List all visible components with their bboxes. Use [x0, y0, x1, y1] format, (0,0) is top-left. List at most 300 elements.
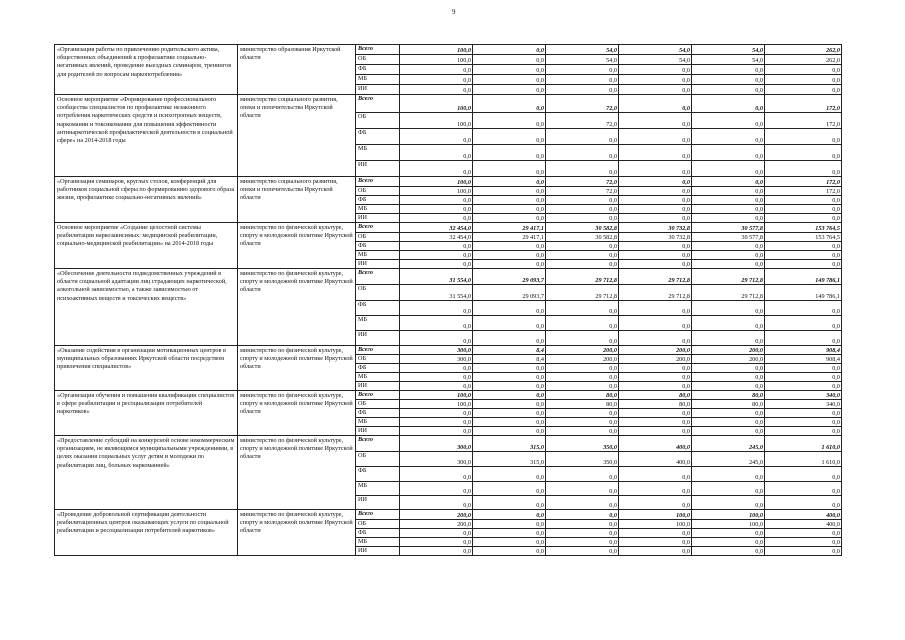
year-value-cell: 200,0: [692, 355, 765, 364]
funding-source-cell: МБ: [356, 316, 400, 331]
year-value-cell: 315,0: [473, 436, 546, 452]
total-value-cell: 0,0: [765, 382, 842, 391]
year-value-cell: 72,0: [546, 177, 619, 187]
table-row: [55, 510, 842, 520]
year-value-cell: 29 093,7: [473, 269, 546, 285]
activity-description: Основное мероприятие «Создание целостной системы реабилитации наркозависимых: медицинской реабилитации, социально-медицинской реабилитации» на 2014-2018 годы: [55, 223, 238, 269]
funding-source-cell: Всего: [356, 436, 400, 452]
year-value-cell: 0,0: [692, 482, 765, 496]
year-value-cell: 0,0: [546, 482, 619, 496]
year-value-cell: 0,0: [692, 251, 765, 260]
year-value-cell: 0,0: [400, 418, 473, 427]
year-value-cell: 0,0: [619, 418, 692, 427]
year-value-cell: 0,0: [546, 75, 619, 85]
page-number: 9: [452, 8, 456, 16]
executor-cell: министерство по физической культуре, спорту и молодежной политике Иркутской области: [238, 269, 356, 346]
year-value-cell: 0,0: [619, 427, 692, 436]
year-value-cell: 0,0: [400, 65, 473, 75]
year-value-cell: 200,0: [400, 510, 473, 520]
year-value-cell: 100,0: [619, 520, 692, 529]
table-row: [55, 45, 842, 55]
year-value-cell: 0,0: [546, 260, 619, 269]
year-value-cell: 0,0: [546, 467, 619, 482]
year-value-cell: 245,0: [692, 436, 765, 452]
year-value-cell: 80,0: [692, 391, 765, 400]
funding-source-cell: МБ: [356, 75, 400, 85]
total-value-cell: 149 786,1: [765, 285, 842, 301]
table-row: [55, 177, 842, 187]
funding-source-cell: ФБ: [356, 301, 400, 316]
year-value-cell: 0,0: [473, 391, 546, 400]
executor-cell: министерство по физической культуре, спорту и молодежной политике Иркутской области: [238, 436, 356, 510]
year-value-cell: 8,4: [473, 355, 546, 364]
year-value-cell: 0,0: [619, 482, 692, 496]
funding-source-cell: ФБ: [356, 196, 400, 205]
year-value-cell: 0,0: [619, 382, 692, 391]
year-value-cell: 0,0: [692, 496, 765, 510]
year-value-cell: 0,0: [473, 538, 546, 547]
year-value-cell: 0,0: [473, 382, 546, 391]
funding-source-cell: ОБ: [356, 113, 400, 129]
total-value-cell: 0,0: [765, 427, 842, 436]
year-value-cell: 0,0: [473, 400, 546, 409]
year-value-cell: 0,0: [619, 95, 692, 113]
year-value-cell: 0,0: [400, 373, 473, 382]
total-value-cell: 0,0: [765, 316, 842, 331]
year-value-cell: 0,0: [473, 510, 546, 520]
year-value-cell: 30 732,8: [619, 223, 692, 233]
year-value-cell: 31 554,0: [400, 269, 473, 285]
year-value-cell: 29 712,8: [546, 269, 619, 285]
year-value-cell: 29 712,8: [692, 269, 765, 285]
total-value-cell: 172,0: [765, 187, 842, 196]
funding-source-cell: ОБ: [356, 285, 400, 301]
year-value-cell: 0,0: [473, 113, 546, 129]
year-value-cell: 0,0: [546, 364, 619, 373]
year-value-cell: 0,0: [692, 467, 765, 482]
year-value-cell: 0,0: [473, 364, 546, 373]
year-value-cell: 200,0: [546, 355, 619, 364]
activity-description: «Организация обучения и повышения квалификации специалистов в сфере реабилитации и ресоциализации потребителей наркотиков»: [55, 391, 238, 436]
year-value-cell: 0,0: [546, 510, 619, 520]
year-value-cell: 0,0: [619, 260, 692, 269]
year-value-cell: 0,0: [546, 129, 619, 145]
year-value-cell: 0,0: [692, 418, 765, 427]
table-row: [55, 391, 842, 400]
year-value-cell: 0,0: [546, 145, 619, 161]
total-value-cell: 0,0: [765, 260, 842, 269]
year-value-cell: 0,0: [546, 301, 619, 316]
year-value-cell: 350,0: [546, 436, 619, 452]
year-value-cell: 0,0: [692, 161, 765, 177]
year-value-cell: 0,0: [473, 145, 546, 161]
funding-source-cell: ИИ: [356, 161, 400, 177]
year-value-cell: 0,0: [400, 316, 473, 331]
year-value-cell: 0,0: [473, 409, 546, 418]
activity-description: «Проведение добровольной сертификации деятельности реабилитационных центров оказывающих услуги по социальной реабилитации и ресоциализации потребителей наркотиков»: [55, 510, 238, 556]
funding-source-cell: ОБ: [356, 233, 400, 242]
funding-source-cell: ИИ: [356, 214, 400, 223]
year-value-cell: 29 093,7: [473, 285, 546, 301]
budget-table-body: [55, 45, 842, 556]
year-value-cell: 29 712,8: [619, 285, 692, 301]
year-value-cell: 0,0: [692, 129, 765, 145]
year-value-cell: 100,0: [692, 520, 765, 529]
funding-source-cell: ФБ: [356, 65, 400, 75]
year-value-cell: 54,0: [692, 45, 765, 55]
year-value-cell: 0,0: [400, 301, 473, 316]
year-value-cell: 0,0: [400, 496, 473, 510]
funding-source-cell: ИИ: [356, 496, 400, 510]
year-value-cell: 0,0: [473, 427, 546, 436]
year-value-cell: 0,0: [546, 538, 619, 547]
year-value-cell: 54,0: [692, 55, 765, 65]
year-value-cell: 0,0: [692, 145, 765, 161]
year-value-cell: 0,0: [473, 467, 546, 482]
year-value-cell: 0,0: [473, 161, 546, 177]
year-value-cell: 29 712,8: [692, 285, 765, 301]
year-value-cell: 0,0: [619, 129, 692, 145]
total-value-cell: 908,4: [765, 346, 842, 355]
total-value-cell: 0,0: [765, 214, 842, 223]
year-value-cell: 0,0: [619, 409, 692, 418]
budget-table: [54, 44, 842, 556]
total-value-cell: 0,0: [765, 496, 842, 510]
funding-source-cell: МБ: [356, 145, 400, 161]
year-value-cell: 0,0: [400, 85, 473, 95]
year-value-cell: 0,0: [619, 85, 692, 95]
funding-source-cell: МБ: [356, 538, 400, 547]
total-value-cell: 0,0: [765, 418, 842, 427]
year-value-cell: 29 417,1: [473, 233, 546, 242]
year-value-cell: 0,0: [400, 196, 473, 205]
year-value-cell: 0,0: [473, 301, 546, 316]
year-value-cell: 0,0: [400, 547, 473, 556]
year-value-cell: 0,0: [619, 161, 692, 177]
year-value-cell: 54,0: [546, 55, 619, 65]
year-value-cell: 0,0: [400, 214, 473, 223]
year-value-cell: 29 712,8: [546, 285, 619, 301]
total-value-cell: 149 786,1: [765, 269, 842, 285]
year-value-cell: 0,0: [619, 496, 692, 510]
year-value-cell: 0,0: [400, 409, 473, 418]
year-value-cell: 0,0: [692, 364, 765, 373]
year-value-cell: 0,0: [473, 260, 546, 269]
total-value-cell: 0,0: [765, 373, 842, 382]
year-value-cell: 0,0: [546, 251, 619, 260]
funding-source-cell: ИИ: [356, 427, 400, 436]
funding-source-cell: Всего: [356, 269, 400, 285]
year-value-cell: 0,0: [546, 65, 619, 75]
year-value-cell: 0,0: [619, 214, 692, 223]
year-value-cell: 200,0: [546, 346, 619, 355]
year-value-cell: 0,0: [473, 496, 546, 510]
year-value-cell: 0,0: [546, 85, 619, 95]
year-value-cell: 0,0: [400, 482, 473, 496]
year-value-cell: 80,0: [619, 391, 692, 400]
funding-source-cell: Всего: [356, 346, 400, 355]
year-value-cell: 0,0: [473, 529, 546, 538]
year-value-cell: 0,0: [400, 467, 473, 482]
year-value-cell: 72,0: [546, 187, 619, 196]
executor-cell: министерство социального развития, опеки и попечительства Иркутской области: [238, 95, 356, 177]
funding-source-cell: Всего: [356, 391, 400, 400]
year-value-cell: 0,0: [400, 251, 473, 260]
year-value-cell: 0,0: [400, 382, 473, 391]
funding-source-cell: ОБ: [356, 520, 400, 529]
total-value-cell: 0,0: [765, 538, 842, 547]
total-value-cell: 400,0: [765, 520, 842, 529]
total-value-cell: 262,0: [765, 55, 842, 65]
year-value-cell: 54,0: [619, 45, 692, 55]
year-value-cell: 0,0: [692, 373, 765, 382]
year-value-cell: 0,0: [473, 75, 546, 85]
year-value-cell: 300,0: [400, 355, 473, 364]
total-value-cell: 0,0: [765, 364, 842, 373]
activity-description: «Предоставление субсидий на конкурсной основе некоммерческим организациям, не являющимся муниципальными учреждениями, в целях оказания социальных услуг детям и молодежи по реабилитации лиц, больных наркоманией»: [55, 436, 238, 510]
funding-source-cell: ОБ: [356, 355, 400, 364]
year-value-cell: 200,0: [692, 346, 765, 355]
year-value-cell: 200,0: [619, 346, 692, 355]
total-value-cell: 340,0: [765, 391, 842, 400]
year-value-cell: 0,0: [546, 520, 619, 529]
year-value-cell: 30 582,8: [546, 223, 619, 233]
year-value-cell: 0,0: [473, 373, 546, 382]
table-row: [55, 436, 842, 452]
year-value-cell: 100,0: [400, 55, 473, 65]
funding-source-cell: ИИ: [356, 547, 400, 556]
executor-cell: министерство по физической культуре, спорту и молодежной политике Иркутской области: [238, 223, 356, 269]
year-value-cell: 0,0: [400, 129, 473, 145]
executor-cell: министерство по физической культуре, спорту и молодежной политике Иркутской области: [238, 510, 356, 556]
year-value-cell: 31 554,0: [400, 285, 473, 301]
total-value-cell: 0,0: [765, 331, 842, 346]
year-value-cell: 8,4: [473, 346, 546, 355]
table-row: [55, 95, 842, 113]
year-value-cell: 0,0: [692, 316, 765, 331]
year-value-cell: 0,0: [473, 520, 546, 529]
year-value-cell: 0,0: [473, 205, 546, 214]
year-value-cell: 100,0: [692, 510, 765, 520]
year-value-cell: 350,0: [546, 452, 619, 467]
year-value-cell: 0,0: [473, 187, 546, 196]
year-value-cell: 0,0: [546, 418, 619, 427]
year-value-cell: 72,0: [546, 95, 619, 113]
total-value-cell: 0,0: [765, 161, 842, 177]
funding-source-cell: МБ: [356, 418, 400, 427]
total-value-cell: 0,0: [765, 482, 842, 496]
year-value-cell: 0,0: [473, 85, 546, 95]
year-value-cell: 72,0: [546, 113, 619, 129]
year-value-cell: 0,0: [400, 529, 473, 538]
year-value-cell: 0,0: [400, 161, 473, 177]
year-value-cell: 300,0: [400, 452, 473, 467]
total-value-cell: 0,0: [765, 529, 842, 538]
total-value-cell: 0,0: [765, 242, 842, 251]
year-value-cell: 0,0: [400, 75, 473, 85]
year-value-cell: 100,0: [400, 391, 473, 400]
funding-source-cell: Всего: [356, 45, 400, 55]
total-value-cell: 172,0: [765, 177, 842, 187]
year-value-cell: 0,0: [692, 529, 765, 538]
funding-source-cell: ОБ: [356, 187, 400, 196]
funding-source-cell: ИИ: [356, 85, 400, 95]
total-value-cell: 0,0: [765, 251, 842, 260]
funding-source-cell: МБ: [356, 373, 400, 382]
activity-description: «Организация работы по привлечению родительского актива, общественных объединений к профилактике социально-негативных явлений, проведение выездных семинаров, тренингов для родителей по вопросам наркопотребления»: [55, 45, 238, 95]
table-row: [55, 223, 842, 233]
year-value-cell: 0,0: [400, 145, 473, 161]
year-value-cell: 300,0: [400, 346, 473, 355]
total-value-cell: 172,0: [765, 95, 842, 113]
year-value-cell: 0,0: [619, 242, 692, 251]
year-value-cell: 0,0: [400, 364, 473, 373]
year-value-cell: 0,0: [546, 331, 619, 346]
year-value-cell: 80,0: [692, 400, 765, 409]
year-value-cell: 0,0: [400, 242, 473, 251]
year-value-cell: 0,0: [619, 145, 692, 161]
funding-source-cell: ФБ: [356, 129, 400, 145]
year-value-cell: 0,0: [692, 331, 765, 346]
year-value-cell: 0,0: [546, 382, 619, 391]
activity-description: «Оказание содействия в организации мотивационных центров в муниципальных образованиях Иркутской области посредством привлечения специалистов»: [55, 346, 238, 391]
year-value-cell: 0,0: [619, 373, 692, 382]
year-value-cell: 32 454,0: [400, 223, 473, 233]
funding-source-cell: ОБ: [356, 55, 400, 65]
year-value-cell: 100,0: [400, 187, 473, 196]
year-value-cell: 0,0: [692, 538, 765, 547]
year-value-cell: 0,0: [546, 409, 619, 418]
year-value-cell: 0,0: [692, 242, 765, 251]
year-value-cell: 0,0: [692, 75, 765, 85]
year-value-cell: 0,0: [473, 95, 546, 113]
funding-source-cell: Всего: [356, 177, 400, 187]
funding-source-cell: Всего: [356, 223, 400, 233]
activity-description: «Организация семинаров, круглых столов, конференций для работников социальной сферы по формированию здорового образа жизни, профилактике социально-негативных явлений»: [55, 177, 238, 223]
year-value-cell: 30 577,8: [692, 223, 765, 233]
year-value-cell: 0,0: [473, 482, 546, 496]
year-value-cell: 200,0: [619, 355, 692, 364]
total-value-cell: 153 764,5: [765, 233, 842, 242]
funding-source-cell: ФБ: [356, 529, 400, 538]
funding-source-cell: ФБ: [356, 364, 400, 373]
year-value-cell: 100,0: [400, 113, 473, 129]
total-value-cell: 0,0: [765, 129, 842, 145]
year-value-cell: 0,0: [546, 373, 619, 382]
executor-cell: министерство социального развития, опеки и попечительства Иркутской области: [238, 177, 356, 223]
year-value-cell: 0,0: [692, 95, 765, 113]
funding-source-cell: ИИ: [356, 260, 400, 269]
year-value-cell: 100,0: [400, 95, 473, 113]
year-value-cell: 0,0: [692, 382, 765, 391]
year-value-cell: 0,0: [692, 547, 765, 556]
year-value-cell: 0,0: [473, 316, 546, 331]
year-value-cell: 0,0: [692, 187, 765, 196]
total-value-cell: 0,0: [765, 65, 842, 75]
year-value-cell: 300,0: [400, 436, 473, 452]
year-value-cell: 0,0: [692, 113, 765, 129]
year-value-cell: 0,0: [473, 242, 546, 251]
funding-source-cell: МБ: [356, 251, 400, 260]
total-value-cell: 0,0: [765, 205, 842, 214]
total-value-cell: 0,0: [765, 467, 842, 482]
funding-source-cell: ИИ: [356, 382, 400, 391]
year-value-cell: 0,0: [692, 196, 765, 205]
year-value-cell: 0,0: [546, 529, 619, 538]
funding-source-cell: ФБ: [356, 467, 400, 482]
year-value-cell: 0,0: [619, 113, 692, 129]
total-value-cell: 172,0: [765, 113, 842, 129]
year-value-cell: 0,0: [546, 205, 619, 214]
funding-source-cell: ФБ: [356, 242, 400, 251]
year-value-cell: 0,0: [473, 214, 546, 223]
table-row: [55, 269, 842, 285]
year-value-cell: 29 417,1: [473, 223, 546, 233]
year-value-cell: 0,0: [619, 316, 692, 331]
year-value-cell: 80,0: [546, 400, 619, 409]
year-value-cell: 0,0: [400, 427, 473, 436]
year-value-cell: 0,0: [619, 467, 692, 482]
funding-source-cell: Всего: [356, 95, 400, 113]
year-value-cell: 0,0: [619, 547, 692, 556]
year-value-cell: 0,0: [692, 409, 765, 418]
year-value-cell: 0,0: [400, 331, 473, 346]
year-value-cell: 0,0: [619, 364, 692, 373]
total-value-cell: 153 764,5: [765, 223, 842, 233]
year-value-cell: 0,0: [546, 161, 619, 177]
funding-source-cell: ОБ: [356, 452, 400, 467]
funding-source-cell: Всего: [356, 510, 400, 520]
year-value-cell: 29 712,8: [619, 269, 692, 285]
year-value-cell: 0,0: [546, 547, 619, 556]
year-value-cell: 0,0: [546, 214, 619, 223]
year-value-cell: 54,0: [546, 45, 619, 55]
funding-source-cell: ОБ: [356, 400, 400, 409]
funding-source-cell: ИИ: [356, 331, 400, 346]
year-value-cell: 0,0: [692, 427, 765, 436]
year-value-cell: 0,0: [473, 331, 546, 346]
total-value-cell: 0,0: [765, 301, 842, 316]
year-value-cell: 30 582,8: [546, 233, 619, 242]
year-value-cell: 0,0: [546, 496, 619, 510]
year-value-cell: 0,0: [546, 427, 619, 436]
year-value-cell: 0,0: [473, 196, 546, 205]
year-value-cell: 0,0: [473, 65, 546, 75]
year-value-cell: 0,0: [473, 418, 546, 427]
total-value-cell: 1 610,0: [765, 436, 842, 452]
year-value-cell: 30 577,8: [692, 233, 765, 242]
year-value-cell: 0,0: [619, 529, 692, 538]
total-value-cell: 0,0: [765, 196, 842, 205]
year-value-cell: 100,0: [619, 510, 692, 520]
year-value-cell: 54,0: [619, 55, 692, 65]
year-value-cell: 0,0: [473, 177, 546, 187]
total-value-cell: 400,0: [765, 510, 842, 520]
executor-cell: министерство образования Иркутской области: [238, 45, 356, 95]
year-value-cell: 200,0: [400, 520, 473, 529]
funding-source-cell: МБ: [356, 482, 400, 496]
year-value-cell: 0,0: [473, 45, 546, 55]
year-value-cell: 400,0: [619, 452, 692, 467]
year-value-cell: 0,0: [619, 177, 692, 187]
total-value-cell: 0,0: [765, 409, 842, 418]
year-value-cell: 0,0: [546, 196, 619, 205]
table-row: [55, 346, 842, 355]
activity-description: Основное мероприятие «Формирование профессионального сообщества специалистов по профилактике незаконного потребления наркотических средств и психотропных веществ, наркомании и токсикомании для повышения эффективности антинаркотической профилактической деятельности в социальной сфере» на 2014-2018 годы: [55, 95, 238, 177]
year-value-cell: 400,0: [619, 436, 692, 452]
year-value-cell: 0,0: [473, 547, 546, 556]
year-value-cell: 315,0: [473, 452, 546, 467]
